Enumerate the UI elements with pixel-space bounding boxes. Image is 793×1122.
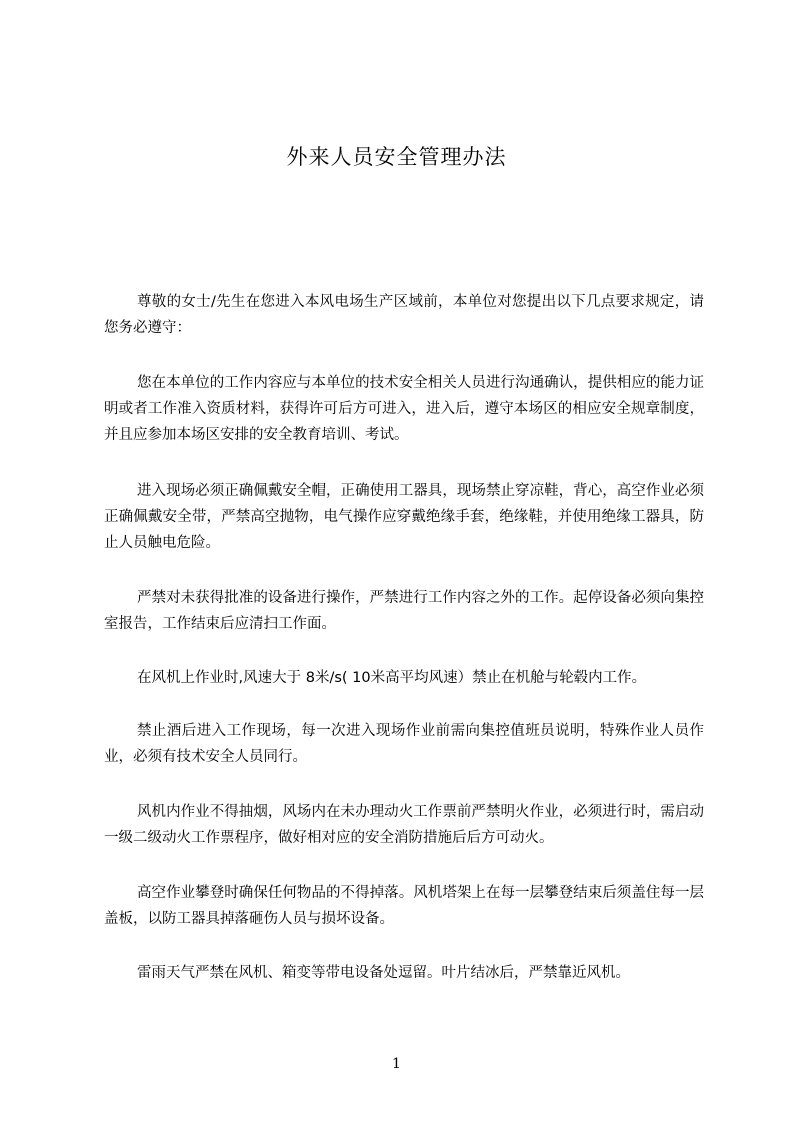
paragraph-greeting: 尊敬的女士/先生在您进入本风电场生产区域前，本单位对您提出以下几点要求规定，请您务必遵守： [104, 294, 704, 336]
paragraph-wind-speed: 在风机上作业时,风速大于 8米/s( 10米高平均风速）禁止在机舱与轮毂内工作。 [137, 670, 647, 686]
paragraph-climbing: 高空作业攀登时确保任何物品的不得掉落。风机塔架上在每一层攀登结束后须盖住每一层盖板，以防工器具掉落砸伤人员与损坏设备。 [104, 885, 704, 927]
page-number: 1 [392, 1056, 401, 1072]
paragraph-weather: 雷雨天气严禁在风机、箱变等带电设备处逗留。叶片结冰后，严禁靠近风机。 [137, 965, 630, 981]
paragraph-fire-safety: 风机内作业不得抽烟，风场内在未办理动火工作票前严禁明火作业，必须进行时，需启动一级二级动火工作票程序，做好相对应的安全消防措施后后方可动火。 [104, 804, 704, 846]
paragraph-work-content: 您在本单位的工作内容应与本单位的技术安全相关人员进行沟通确认，提供相应的能力证明或者工作准入资质材料，获得许可后方可进入，进入后，遵守本场区的相应安全规章制度，并且应参加本场区安排的安全教育培训、考试。 [104, 375, 704, 443]
paragraph-unauthorized-operation: 严禁对未获得批准的设备进行操作，严禁进行工作内容之外的工作。起停设备必须向集控室报告，工作结束后应清扫工作面。 [104, 590, 704, 632]
document-title: 外来人员安全管理办法 [286, 145, 507, 169]
paragraph-protective-equipment: 进入现场必须正确佩戴安全帽，正确使用工器具，现场禁止穿凉鞋，背心，高空作业必须正确佩戴安全带，严禁高空抛物，电气操作应穿戴绝缘手套，绝缘鞋，并使用绝缘工器具，防止人员触电危险。 [104, 483, 704, 551]
paragraph-alcohol: 禁止酒后进入工作现场，每一次进入现场作业前需向集控值班员说明，特殊作业人员作业，必须有技术安全人员同行。 [104, 723, 704, 765]
